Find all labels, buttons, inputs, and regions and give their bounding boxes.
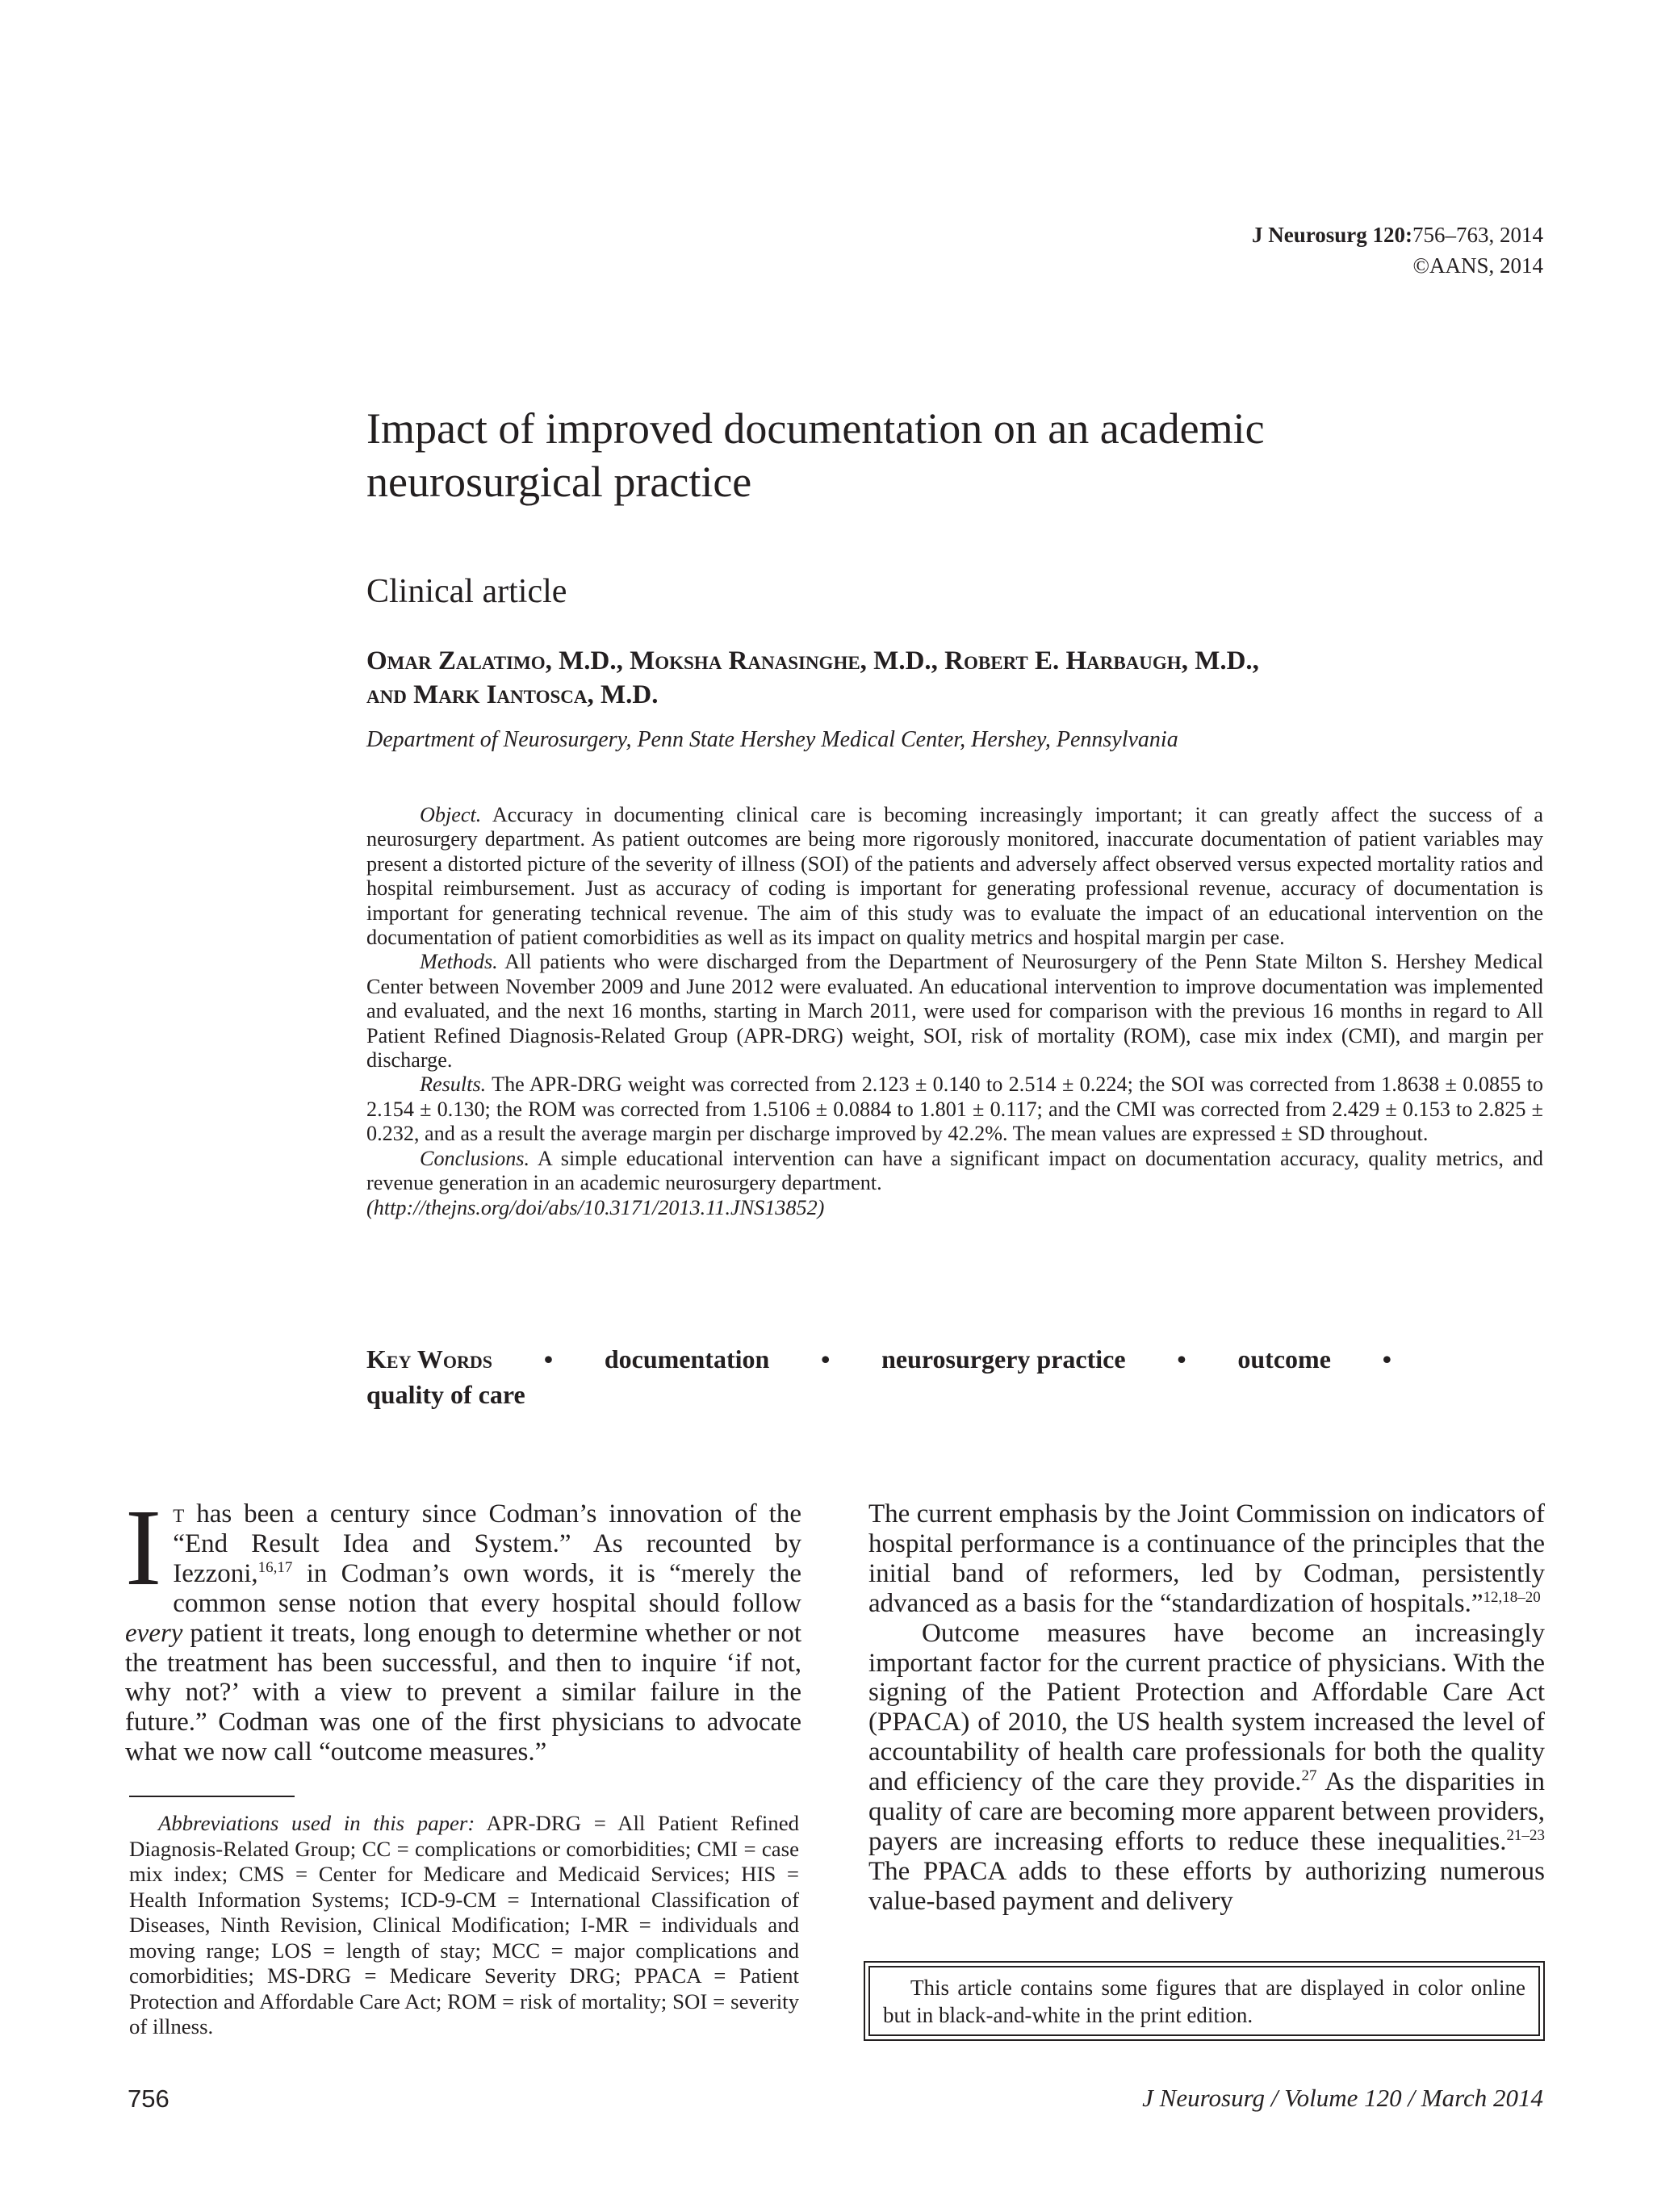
- body-text: in Codman’s own words, it is “merely the common sense notion that every hospital should follow: [173, 1558, 801, 1618]
- keyword-item: quality of care: [366, 1380, 525, 1409]
- doi-link[interactable]: (http://thejns.org/doi/abs/10.3171/2013.11.JNS13852): [366, 1195, 825, 1219]
- keyword-bullet: •: [821, 1344, 831, 1374]
- body-column-left: [125, 1487, 801, 1767]
- abstract-conclusions-text: A simple educational intervention can have a significant impact on documentation accuracy, quality metrics, and revenue generation in an academic neurosurgery department.: [366, 1146, 1543, 1195]
- author-list: [366, 644, 1537, 712]
- keyword-bullet: •: [543, 1344, 554, 1374]
- body-text: As the disparities in quality of care are becoming more apparent between providers, payers are increasing efforts to reduce these inequalities.: [868, 1767, 1545, 1856]
- abstract-results: [366, 1073, 1543, 1146]
- footnote-label: Abbreviations used in this paper:: [158, 1811, 475, 1835]
- body-text: The current emphasis by the Joint Commission on indicators of hospital performance is a continuance of the principles that the initial band of reformers, led by Codman, persistently advanced as a basis for the “standardization of hospitals.”: [868, 1499, 1545, 1618]
- citation-ref[interactable]: 21–23: [1506, 1826, 1545, 1844]
- body-paragraph: [868, 1499, 1545, 1619]
- abstract-methods-label: Methods.: [420, 950, 498, 974]
- body-column-right: [868, 1499, 1545, 1917]
- abstract-object: [366, 803, 1543, 950]
- keyword-item: neurosurgery practice: [881, 1344, 1126, 1374]
- author-line-2: and Mark Iantosca, M.D.: [366, 680, 659, 709]
- body-paragraph: [125, 1487, 801, 1767]
- abstract-methods-text: All patients who were discharged from the Department of Neurosurgery of the Penn State Milton S. Hershey Medical Center between November 2009 and June 2012 were evaluated. An educational intervention to improve documentation was implemented and evaluated, and the next 16 months, starting in March 2011, were used for comparison with the previous 16 months in regard to All Patient Refined Diagnosis-Related Group (APR-DRG) weight, SOI, risk of mortality (ROM), case mix index (CMI), and margin per discharge.: [366, 950, 1543, 1073]
- abstract-results-text: The APR-DRG weight was corrected from 2.123 ± 0.140 to 2.514 ± 0.224; the SOI was corrected from 1.8638 ± 0.0855 to 2.154 ± 0.130; the ROM was corrected from 1.5106 ± 0.0884 to 1.801 ± 0.117; and the CMI was corrected from 2.429 ± 0.153 to 2.825 ± 0.232, and as a result the average margin per discharge improved by 42.2%. The mean values are expressed ± SD throughout.: [366, 1073, 1543, 1146]
- emphasis-text: every: [125, 1618, 183, 1648]
- abstract-object-label: Object.: [420, 803, 482, 826]
- article-type: Clinical article: [366, 573, 567, 610]
- body-text: The PPACA adds to these efforts by authorizing numerous value-based payment and delivery: [868, 1856, 1545, 1916]
- copyright: ©AANS, 2014: [1412, 253, 1543, 278]
- abstract-results-label: Results.: [420, 1073, 487, 1097]
- color-notice-text: This article contains some figures that are displayed in color online but in black-and-white in the print edition.: [883, 1976, 1525, 2027]
- citation-ref[interactable]: 27: [1301, 1767, 1317, 1785]
- body-text: Outcome measures have become an increasingly important factor for the current practice of physicians. With the signing of the Patient Protection and Affordable Care Act (PPACA) of 2010, the US health system increased the level of accountability of health care professionals for both the quality and efficiency of the care they provide.: [868, 1618, 1545, 1797]
- abstract-conclusions-label: Conclusions.: [420, 1146, 530, 1170]
- keyword-item: outcome: [1237, 1344, 1331, 1374]
- journal-volume: J Neurosurg 120:: [1252, 223, 1412, 247]
- abstract: [366, 803, 1543, 1220]
- article-title: Impact of improved documentation on an academic neurosurgical practice: [366, 404, 1265, 506]
- body-text: has been a century since Codman’s innovation of the “End Result Idea and System.” As recounted by Iezzoni,: [173, 1499, 801, 1588]
- abstract-object-text: Accuracy in documenting clinical care is becoming increasingly important; it can greatly affect the success of a neurosurgery department. As patient outcomes are being more rigorously monitored, inaccurate documentation of patient variables may present a distorted picture of the severity of illness (SOI) of the patients and adversely affect observed versus expected mortality ratios and hospital reimbursement. Just as accuracy of coding is important for generating professional revenue, accuracy of documentation is important for generating technical revenue. The aim of this study was to evaluate the impact of an educational intervention on the documentation of patient comorbidities as well as its impact on quality metrics and hospital margin per case.: [366, 803, 1543, 950]
- journal-pages: 756–763, 2014: [1412, 223, 1543, 247]
- keyword-bullet: •: [1382, 1344, 1391, 1374]
- citation-ref[interactable]: 12,18–20: [1483, 1588, 1541, 1606]
- body-text: patient it treats, long enough to determine whether or not the treatment has been successful, and then to inquire ‘if not, why not?’ with a view to prevent a similar failure in the future.” Codman was one of the first physicians to advocate what we now call “outcome measures.”: [125, 1618, 801, 1767]
- page-number: 756: [128, 2084, 169, 2113]
- citation-ref[interactable]: 16,17: [257, 1558, 293, 1576]
- keywords: [366, 1341, 1545, 1412]
- keyword-bullet: •: [1177, 1344, 1186, 1374]
- abstract-conclusions: [366, 1147, 1543, 1196]
- footnote-rule: [129, 1796, 295, 1797]
- keywords-label: Key Words: [366, 1344, 492, 1374]
- color-notice-box: [864, 1961, 1545, 2041]
- affiliation: Department of Neurosurgery, Penn State Hershey Medical Center, Hershey, Pennsylvania: [366, 727, 1178, 752]
- author-line-1: Omar Zalatimo, M.D., Moksha Ranasinghe, M.D., Robert E. Harbaugh, M.D.,: [366, 646, 1259, 675]
- keyword-item: documentation: [604, 1344, 770, 1374]
- lead-in: t: [173, 1499, 185, 1528]
- footer-journal: J Neurosurg / Volume 120 / March 2014: [1142, 2084, 1543, 2112]
- drop-cap: I: [125, 1487, 162, 1608]
- footnote-text: APR-DRG = All Patient Refined Diagnosis-Related Group; CC = complications or comorbidities; CMI = case mix index; CMS = Center for Medicare and Medicaid Services; HIS = Health Information Systems; ICD-9-CM = International Classification of Diseases, Ninth Revision, Clinical Modification; I-MR = individuals and moving range; LOS = length of stay; MCC = major complications and comorbidities; MS-DRG = Medicare Severity DRG; PPACA = Patient Protection and Affordable Care Act; ROM = risk of mortality; SOI = severity of illness.: [129, 1811, 799, 2038]
- journal-citation: [817, 220, 1543, 281]
- color-notice-inner: [868, 1966, 1540, 2036]
- body-paragraph: [868, 1619, 1545, 1917]
- abstract-methods: [366, 950, 1543, 1073]
- abbreviations-footnote: [129, 1811, 799, 2040]
